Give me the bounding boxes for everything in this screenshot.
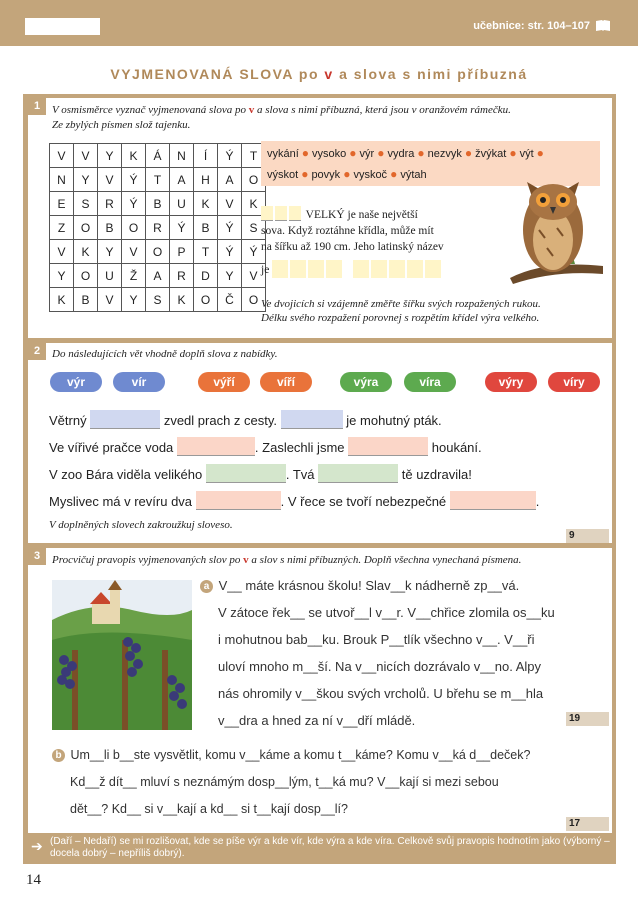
word-item: výskot (267, 169, 299, 181)
exercise-3a: a V__ máte krásnou školu! Slav__k nádherně zp__vá. V zátoce řek__ se utvoř__l v__r. V__chřice zlomila os__ku i mohutnou bab__ku. Brouk P__tlík všechno v__. V__ři uloví mnoho m__ší. Na v__nicích dozrávalo v__no. Alpy nás ohromily v__škou svých vrcholů. U břehu se m__hla v__dra a hned za ní v__dří mládě. (200, 572, 610, 734)
word-bubble[interactable]: výří (198, 372, 250, 392)
grid-cell[interactable]: K (170, 288, 194, 312)
page-title: VYJMENOVANÁ SLOVA po v a slova s nimi příbuzná (110, 66, 528, 82)
sentence-line: V zoo Bára viděla velikého . Tvá tě uzdravila! (49, 464, 472, 483)
word-item: vykání (267, 148, 299, 160)
answer-blank[interactable] (318, 464, 398, 483)
grid-cell[interactable]: S (146, 288, 170, 312)
exercise-2-note: V doplněných slovech zakroužkuj sloveso. (49, 519, 233, 531)
grid-cell[interactable]: Ý (122, 168, 146, 192)
grid-cell[interactable]: U (98, 264, 122, 288)
bullet-icon: ● (301, 167, 309, 181)
grid-cell[interactable]: V (122, 240, 146, 264)
bullet-icon: ● (349, 146, 357, 160)
label-box (25, 18, 100, 35)
grid-cell[interactable]: A (170, 168, 194, 192)
exercise-3b: b Um__li b__ste vysvětlit, komu v__káme a komu t__káme? Komu v__ká d__deček? Kd__ž dít__ mluví s neznámým dosp__lým, t__ká mu? V__kají si mezi sebou dět__? Kd__ si v__kají a kd__ si t__kají dosp__lí? (52, 742, 607, 823)
grid-cell[interactable]: Ý (218, 216, 242, 240)
word-item: výt (519, 148, 534, 160)
grid-cell[interactable]: T (194, 240, 218, 264)
grid-cell[interactable]: K (74, 240, 98, 264)
grid-cell[interactable]: K (50, 288, 74, 312)
word-bubble[interactable]: víří (260, 372, 312, 392)
part-label: a (200, 580, 213, 593)
grid-cell[interactable]: V (242, 264, 266, 288)
grid-cell[interactable]: Y (98, 240, 122, 264)
bullet-icon: ● (343, 167, 351, 181)
bullet-icon: ● (509, 146, 517, 160)
word-bubble[interactable]: výra (340, 372, 392, 392)
bullet-icon: ● (377, 146, 385, 160)
bullet-icon: ● (390, 167, 398, 181)
word-item: vyskoč (353, 169, 388, 181)
grid-cell[interactable]: K (194, 192, 218, 216)
word-bubble[interactable]: výry (485, 372, 537, 392)
grid-cell[interactable]: O (74, 264, 98, 288)
owl-illustration (505, 160, 605, 285)
grid-cell[interactable]: N (50, 168, 74, 192)
grid-cell[interactable]: V (50, 240, 74, 264)
grid-cell[interactable]: Y (98, 144, 122, 168)
score-box: 17 (566, 817, 609, 831)
page-number: 14 (26, 872, 41, 888)
grid-cell[interactable]: Á (146, 144, 170, 168)
grid-cell[interactable]: Ý (122, 192, 146, 216)
exercise-number: 3 (28, 548, 46, 565)
textbook-ref: učebnice: str. 104–107 (473, 20, 590, 32)
grid-cell[interactable]: U (170, 192, 194, 216)
grid-cell[interactable]: V (98, 288, 122, 312)
grid-cell[interactable]: A (146, 264, 170, 288)
vineyard-illustration (52, 580, 192, 730)
score-box: 9 (566, 529, 609, 543)
grid-cell[interactable]: O (74, 216, 98, 240)
answer-blank[interactable] (348, 437, 428, 456)
grid-cell[interactable]: E (50, 192, 74, 216)
grid-cell[interactable]: Č (218, 288, 242, 312)
arrow-right-icon: ➔ (31, 838, 43, 854)
grid-cell[interactable]: R (98, 192, 122, 216)
grid-cell[interactable]: V (74, 144, 98, 168)
grid-cell[interactable]: S (242, 216, 266, 240)
bullet-icon: ● (417, 146, 425, 160)
grid-cell[interactable]: Y (74, 168, 98, 192)
word-bubble[interactable]: víra (404, 372, 456, 392)
answer-blank[interactable] (196, 491, 281, 510)
exercise-1-instruction: V osmisměrce vyznač vyjmenovaná slova po v a slova s nimi příbuzná, která jsou v oranžovém rámečku. Ze zbylých písmen slož tajenku. (52, 104, 511, 131)
sentence-line: Myslivec má v revíru dva . V řece se tvoří nebezpečné . (49, 491, 539, 510)
grid-cell[interactable]: O (242, 168, 266, 192)
word-bubble[interactable]: výr (50, 372, 102, 392)
answer-blank[interactable] (206, 464, 286, 483)
grid-cell[interactable]: Y (50, 264, 74, 288)
grid-cell[interactable]: Y (218, 264, 242, 288)
grid-cell[interactable]: B (74, 288, 98, 312)
word-search-grid[interactable] (49, 143, 266, 312)
word-bubble[interactable]: vír (113, 372, 165, 392)
bullet-icon: ● (301, 146, 310, 160)
exercise-1-note: Ve dvojicích si vzájemně změřte šířku svých rozpažených rukou. Délku svého rozpažení porovnej s rozpětím křídel výra velkého. (261, 298, 541, 324)
grid-cell[interactable]: O (194, 288, 218, 312)
grid-cell[interactable]: V (98, 168, 122, 192)
grid-cell[interactable]: Y (122, 288, 146, 312)
grid-cell[interactable]: B (146, 192, 170, 216)
grid-cell[interactable]: O (242, 288, 266, 312)
word-item: výr (359, 148, 375, 160)
bullet-icon: ● (464, 146, 473, 160)
exercise-number: 1 (28, 98, 46, 115)
grid-cell[interactable]: O (146, 240, 170, 264)
grid-cell[interactable]: P (170, 240, 194, 264)
word-bubble[interactable]: víry (548, 372, 600, 392)
book-icon (596, 20, 610, 32)
grid-cell[interactable]: Ž (122, 264, 146, 288)
word-item: povyk (311, 169, 341, 181)
grid-cell[interactable]: Ý (242, 240, 266, 264)
sentence-line: Větrný zvedl prach z cesty. je mohutný pták. (49, 410, 442, 429)
grid-cell[interactable]: T (146, 168, 170, 192)
answer-blank[interactable] (450, 491, 536, 510)
grid-cell[interactable]: Í (194, 144, 218, 168)
sentence-line: Ve vířivé pračce voda . Zaslechli jsme houkání. (49, 437, 482, 456)
word-item: žvýkat (475, 148, 507, 160)
owl-text: VELKÝ je naše největší sova. Když roztáhne křídla, může mít na šířku až 190 cm. Jeho latinský název (261, 206, 491, 255)
grid-cell[interactable]: S (74, 192, 98, 216)
word-item: výtah (400, 169, 427, 181)
grid-cell[interactable]: K (122, 144, 146, 168)
grid-cell[interactable]: R (146, 216, 170, 240)
grid-cell[interactable]: K (242, 192, 266, 216)
answer-blank[interactable] (90, 410, 160, 429)
grid-cell[interactable]: V (218, 192, 242, 216)
word-item: vydra (387, 148, 415, 160)
grid-cell[interactable]: N (170, 144, 194, 168)
grid-cell[interactable]: H (194, 168, 218, 192)
score-box: 19 (566, 712, 609, 726)
exercise-number: 2 (28, 343, 46, 360)
grid-cell[interactable]: Z (50, 216, 74, 240)
grid-cell[interactable]: O (122, 216, 146, 240)
answer-blank[interactable] (177, 437, 255, 456)
bullet-icon: ● (536, 146, 544, 160)
word-item: vysoko (312, 148, 347, 160)
grid-cell[interactable]: V (50, 144, 74, 168)
grid-cell[interactable]: A (218, 168, 242, 192)
answer-blank[interactable] (281, 410, 343, 429)
grid-cell[interactable]: T (242, 144, 266, 168)
grid-cell[interactable]: Ý (218, 240, 242, 264)
top-bar (0, 0, 638, 46)
grid-cell[interactable]: D (194, 264, 218, 288)
grid-cell[interactable]: B (194, 216, 218, 240)
exercise-3-instruction: Procvičuj pravopis vyjmenovaných slov po v a slov s nimi příbuzných. Doplň všechna vynechaná písmena. (52, 554, 522, 566)
self-assessment: ➔ (Daří – Nedaří) se mi rozlišovat, kde se píše výr a kde vír, kde výra a kde víra. Celkově svůj pravopis hodnotím jako (výborný – docela dobrý – nepříliš dobrý). (31, 836, 610, 859)
grid-cell[interactable]: Ý (170, 216, 194, 240)
secret-answer[interactable]: je (261, 260, 443, 278)
grid-cell[interactable]: R (170, 264, 194, 288)
part-label: b (52, 749, 65, 762)
exercise-2-instruction: Do následujících vět vhodně doplň slova z nabídky. (52, 348, 278, 360)
grid-cell[interactable]: Ý (218, 144, 242, 168)
word-item: nezvyk (427, 148, 462, 160)
grid-cell[interactable]: B (98, 216, 122, 240)
